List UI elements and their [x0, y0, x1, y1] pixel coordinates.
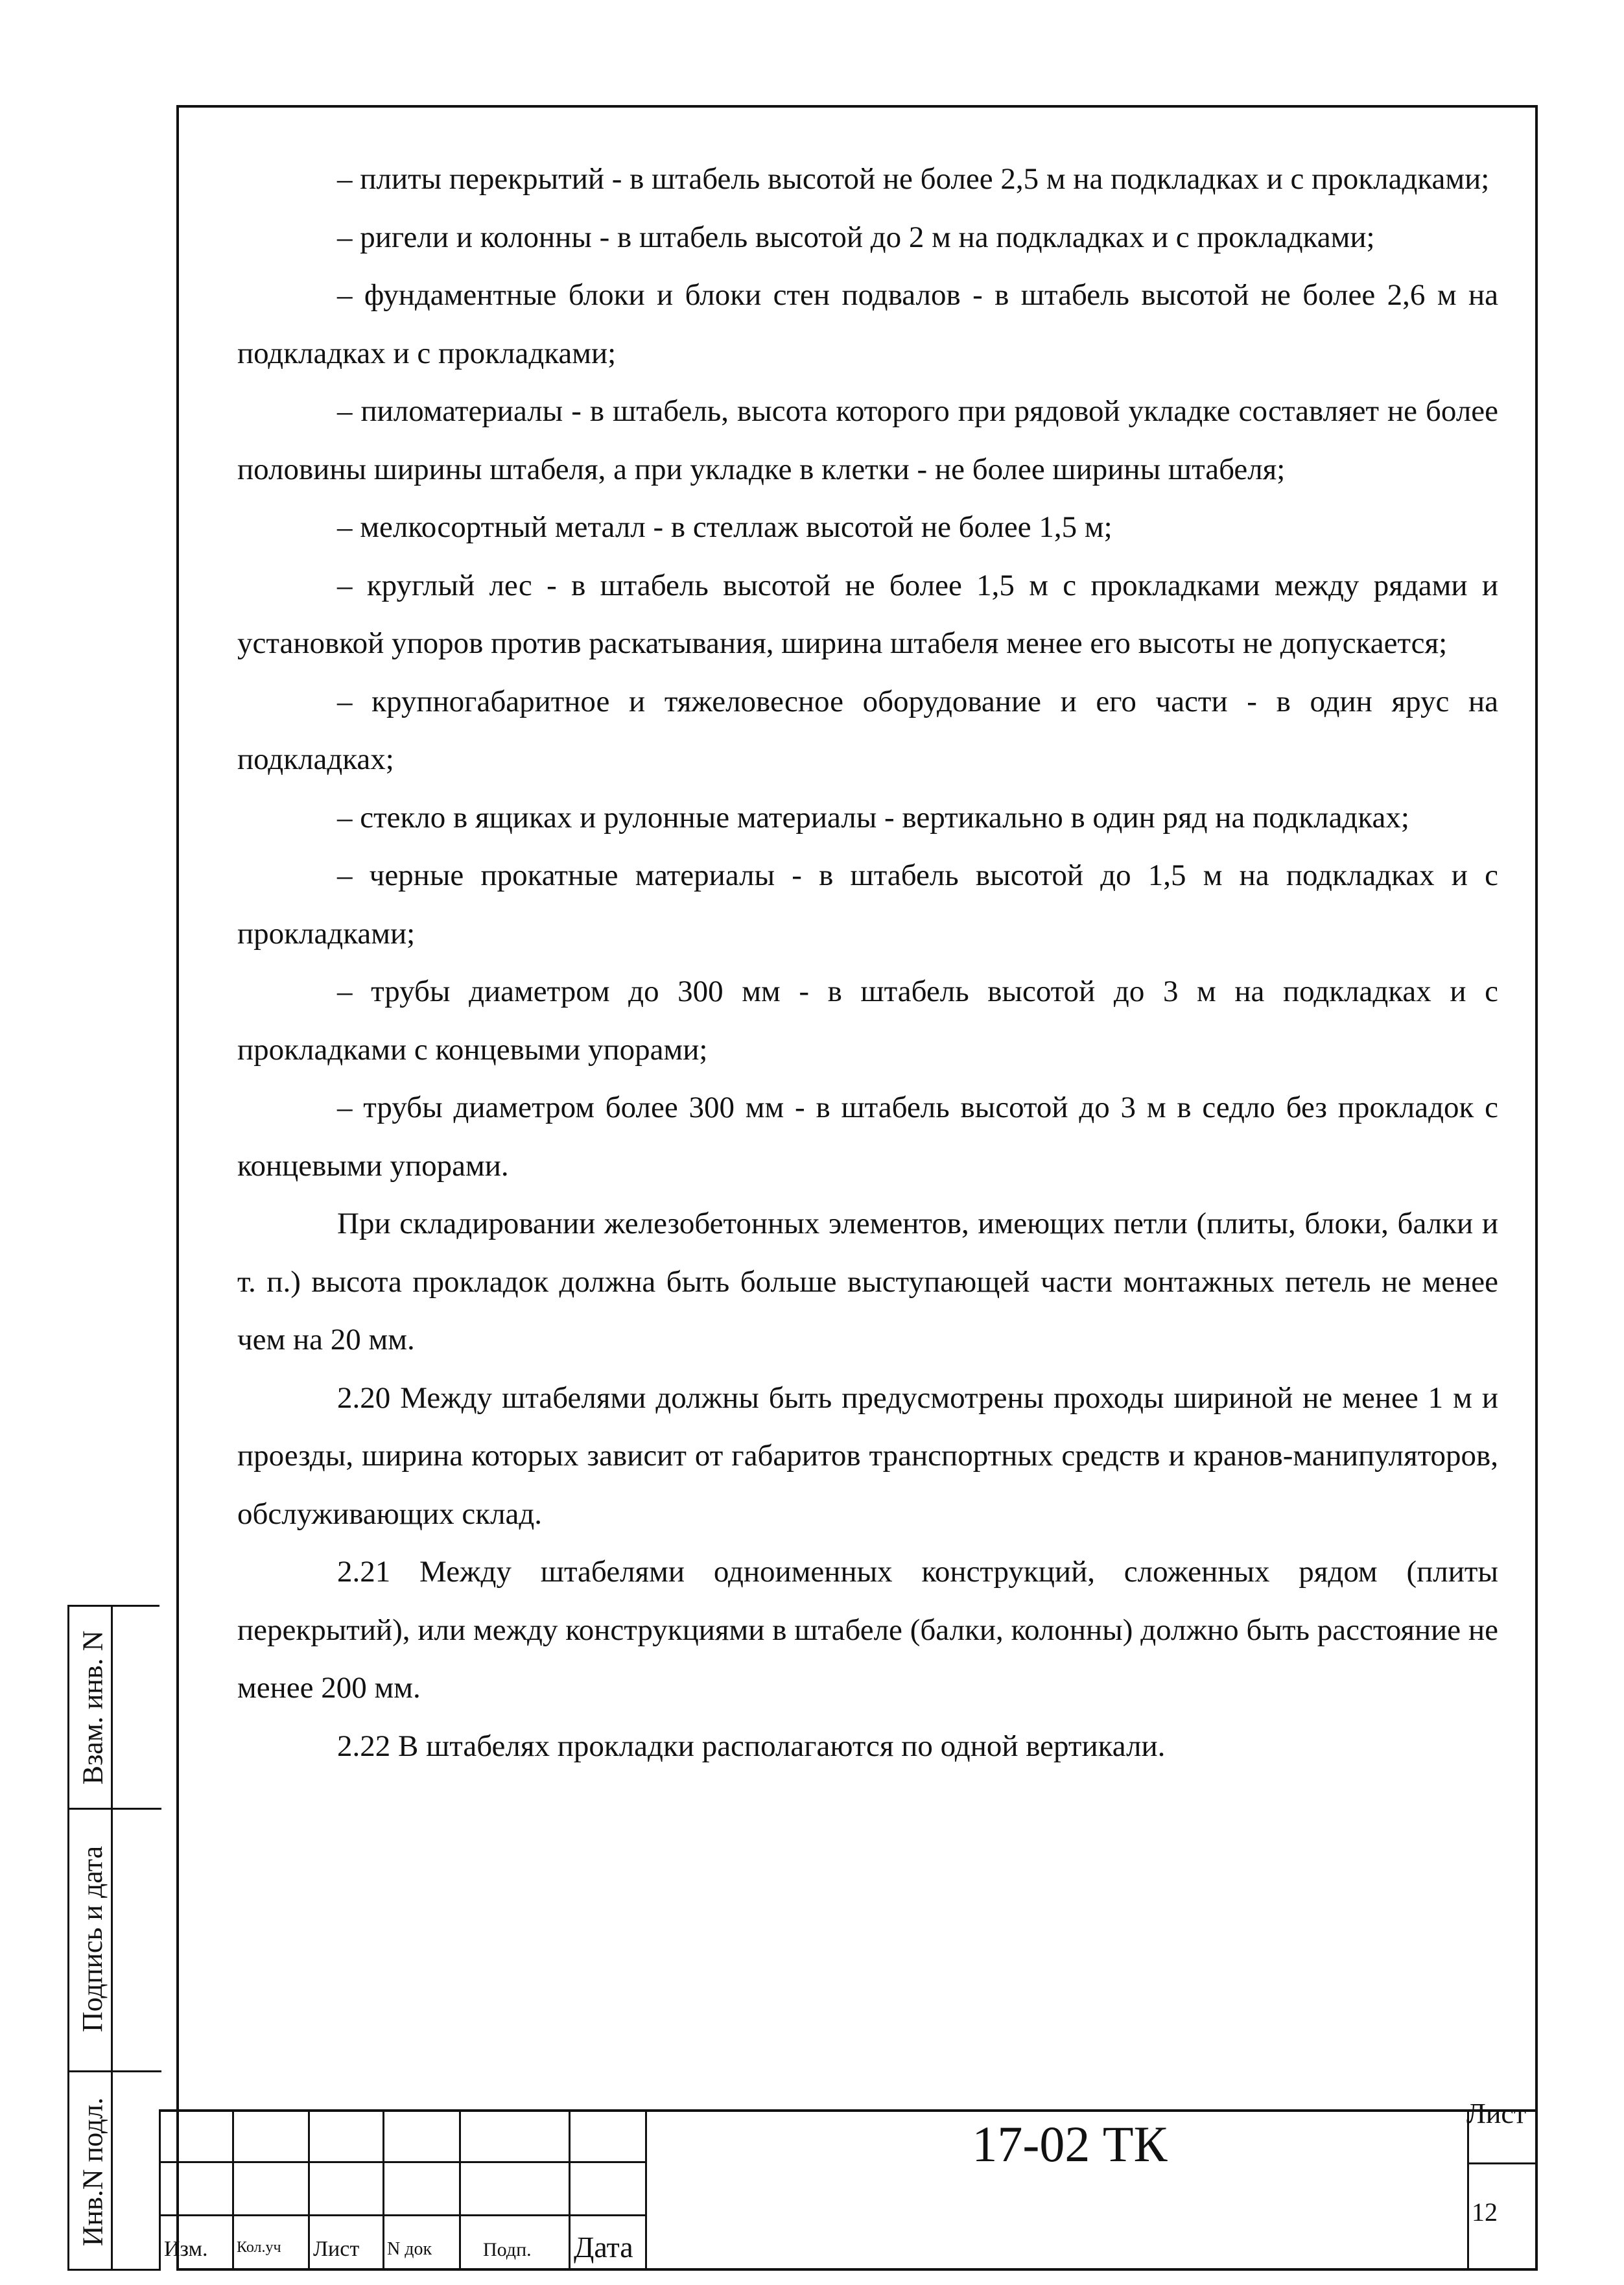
title-block-col-line — [159, 2109, 161, 2271]
paragraph: – плиты перекрытий - в штабель высотой не более 2,5 м на подкладках и с прокладками; — [337, 162, 1490, 196]
paragraph: – фундаментные блоки и блоки стен подвалов - в штабель высотой не более 2,6 м на подкладках и с прокладками; — [237, 278, 1498, 370]
paragraph: При складировании железобетонных элементов, имеющих петли (плиты, блоки, балки и т. п.) высота прокладок должна быть больше выступающей части монтажных петель не менее чем на 20 мм. — [237, 1207, 1498, 1356]
paragraph: – стекло в ящиках и рулонные материалы - вертикально в один ряд на подкладках; — [337, 800, 1409, 835]
paragraph: – крупногабаритное и тяжеловесное оборудование и его части - в один ярус на подкладках; — [237, 684, 1498, 776]
title-block-col-line — [459, 2109, 461, 2271]
paragraph: – мелкосортный металл - в стеллаж высотой не более 1,5 м; — [337, 510, 1112, 544]
col-podp: Подп. — [483, 2239, 532, 2260]
paragraph: 2.20 Между штабелями должны быть предусмотрены проходы шириной не менее 1 м и проезды, ширина которых зависит от габаритов транспортных средств и кранов-манипуляторов, обслуживающих склад. — [237, 1380, 1498, 1531]
col-kol-uch: Кол.уч — [237, 2239, 281, 2256]
col-data: Дата — [574, 2231, 633, 2264]
title-block-col-line — [232, 2109, 234, 2271]
title-block-col-line — [1467, 2109, 1469, 2271]
title-block-row-line — [1467, 2162, 1538, 2164]
title-block-col-line — [645, 2109, 647, 2271]
paragraph: – трубы диаметром до 300 мм - в штабель высотой до 3 м на подкладках и с прокладками с концевыми упорами; — [237, 975, 1498, 1067]
title-block-col-line — [569, 2109, 571, 2271]
side-stamp-divider — [111, 1607, 113, 2269]
paragraph: – ригели и колонны - в штабель высотой до 2 м на подкладках и с прокладками; — [337, 220, 1375, 254]
side-label-inv: Инв.N подл. — [76, 2097, 109, 2246]
title-block-col-line — [308, 2109, 310, 2271]
title-block-top-line — [159, 2109, 1538, 2112]
sheet-label: Лист — [1466, 2098, 1527, 2129]
col-n-dok: N док — [387, 2239, 432, 2259]
paragraph: – круглый лес - в штабель высотой не более 1,5 м с прокладками между рядами и установкой упоров против раскатывания, ширина штабеля менее его высоты не допускается; — [237, 568, 1498, 660]
col-list: Лист — [313, 2237, 360, 2261]
paragraph: 2.22 В штабелях прокладки располагаются по одной вертикали. — [337, 1729, 1166, 1763]
document-code: 17-02 ТК — [972, 2116, 1168, 2172]
sheet-number: 12 — [1472, 2197, 1498, 2227]
title-block-col-line — [382, 2109, 384, 2271]
paragraph: – пиломатериалы - в штабель, высота которого при рядовой укладке составляет не более половины ширины штабеля, а при укладке в клетки - не более ширины штабеля; — [237, 394, 1498, 486]
document-body — [237, 150, 1498, 1775]
side-label-podpis: Подпись и дата — [76, 1845, 109, 2033]
paragraph: – черные прокатные материалы - в штабель высотой до 1,5 м на подкладках и с прокладками; — [237, 858, 1498, 951]
paragraph: – трубы диаметром более 300 мм - в штабель высотой до 3 м в седло без прокладок с концевыми упорами. — [237, 1091, 1498, 1183]
side-stamp — [67, 1605, 159, 2271]
col-izm: Изм. — [164, 2237, 208, 2261]
title-block — [159, 2109, 1538, 2271]
paragraph: 2.21 Между штабелями одноименных конструкций, сложенных рядом (плиты перекрытий), или между конструкциями в штабеле (балки, колонны) должно быть расстояние не менее 200 мм. — [237, 1555, 1498, 1705]
side-label-vzam: Взам. инв. N — [76, 1630, 109, 1784]
